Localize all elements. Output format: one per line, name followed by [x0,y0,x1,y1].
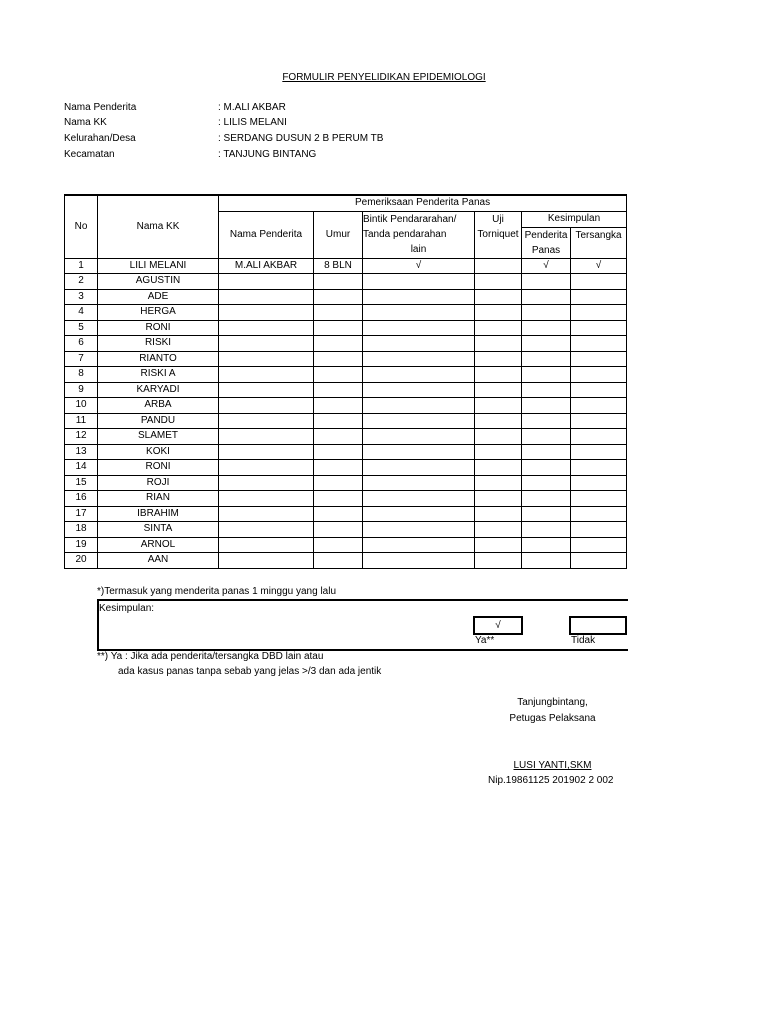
cell-bintik [363,444,475,460]
cell-no: 15 [65,475,98,491]
cell-tersangka [571,460,627,476]
cell-tersangka [571,367,627,383]
cell-bintik: √ [363,258,475,274]
cell-nama-kk: ROJI [98,475,219,491]
cell-nama-kk: SLAMET [98,429,219,445]
cell-nama-kk: RISKI A [98,367,219,383]
cell-umur [314,413,363,429]
table-row [65,274,627,290]
ya-label: Ya** [475,635,495,646]
cell-penderita-panas [522,460,571,476]
header-nama-penderita: Nama Penderita [219,211,314,258]
table-row [65,289,627,305]
cell-nama-kk: SINTA [98,522,219,538]
cell-nama-penderita [219,475,314,491]
table-row [65,336,627,352]
header-penderita-line: Panas [531,244,561,256]
signature-nip: Nip.19861125 201902 2 002 [488,775,614,786]
cell-bintik [363,398,475,414]
info-label: Nama Penderita [64,102,137,113]
cell-nama-penderita [219,537,314,553]
cell-bintik [363,274,475,290]
header-no: No [65,195,98,258]
cell-uji [475,553,522,569]
cell-tersangka [571,413,627,429]
cell-penderita-panas [522,553,571,569]
cell-uji [475,444,522,460]
cell-bintik [363,289,475,305]
cell-umur [314,553,363,569]
cell-nama-penderita [219,367,314,383]
cell-uji [475,491,522,507]
cell-penderita-panas [522,537,571,553]
cell-uji [475,289,522,305]
cell-bintik [363,475,475,491]
footnote-ya-line2: ada kasus panas tanpa sebab yang jelas >/3 dan ada jentik [118,666,382,677]
table-row [65,305,627,321]
cell-tersangka [571,351,627,367]
cell-umur [314,351,363,367]
cell-tersangka: √ [571,258,627,274]
cell-nama-penderita [219,444,314,460]
cell-no: 14 [65,460,98,476]
cell-nama-kk: RISKI [98,336,219,352]
header-bintik [363,211,475,258]
cell-uji [475,351,522,367]
cell-bintik [363,367,475,383]
tidak-checkbox[interactable] [569,616,627,635]
cell-penderita-panas [522,475,571,491]
cell-no: 19 [65,537,98,553]
cell-penderita-panas [522,336,571,352]
cell-bintik [363,491,475,507]
cell-bintik [363,320,475,336]
cell-tersangka [571,491,627,507]
cell-uji [475,258,522,274]
cell-umur [314,367,363,383]
cell-umur [314,475,363,491]
cell-nama-penderita [219,320,314,336]
cell-umur [314,537,363,553]
cell-no: 9 [65,382,98,398]
footnote-termasuk: *)Termasuk yang menderita panas 1 minggu yang lalu [97,586,337,597]
cell-bintik [363,506,475,522]
table-row [65,413,627,429]
cell-umur [314,429,363,445]
cell-penderita-panas [522,444,571,460]
cell-tersangka [571,289,627,305]
cell-penderita-panas [522,367,571,383]
cell-bintik [363,305,475,321]
cell-no: 11 [65,413,98,429]
cell-nama-kk: LILI MELANI [98,258,219,274]
info-value: : TANJUNG BINTANG [218,149,317,160]
cell-penderita-panas [522,506,571,522]
cell-penderita-panas [522,429,571,445]
cell-uji [475,367,522,383]
info-value: : LILIS MELANI [218,117,287,128]
ya-checkbox[interactable]: √ [473,616,523,635]
cell-umur [314,336,363,352]
cell-uji [475,305,522,321]
cell-umur [314,460,363,476]
header-bintik-line: Tanda pendarahan [363,229,447,240]
table-row [65,444,627,460]
signature-place: Tanjungbintang, [517,697,588,708]
cell-nama-kk: ADE [98,289,219,305]
cell-no: 17 [65,506,98,522]
cell-nama-kk: RONI [98,320,219,336]
cell-umur [314,491,363,507]
cell-nama-kk: PANDU [98,413,219,429]
cell-no: 20 [65,553,98,569]
info-label: Nama KK [64,117,107,128]
header-uji-line: Torniquet [477,228,519,240]
cell-no: 18 [65,522,98,538]
header-penderita-panas [522,227,571,258]
info-label: Kelurahan/Desa [64,133,136,144]
cell-bintik [363,553,475,569]
signature-name: LUSI YANTI,SKM [513,760,592,771]
cell-uji [475,398,522,414]
cell-penderita-panas [522,382,571,398]
cell-nama-penderita [219,305,314,321]
table-row [65,553,627,569]
cell-bintik [363,460,475,476]
cell-penderita-panas [522,274,571,290]
header-pemeriksaan: Pemeriksaan Penderita Panas [219,195,627,211]
cell-tersangka [571,429,627,445]
cell-no: 12 [65,429,98,445]
cell-bintik [363,413,475,429]
footnote-ya-line1: **) Ya : Jika ada penderita/tersangka DBD lain atau [97,651,324,662]
cell-no: 1 [65,258,98,274]
cell-nama-penderita [219,506,314,522]
cell-nama-penderita [219,398,314,414]
cell-tersangka [571,305,627,321]
cell-nama-kk: HERGA [98,305,219,321]
investigation-table [64,194,627,569]
form-title: FORMULIR PENYELIDIKAN EPIDEMIOLOGI [282,72,486,83]
cell-tersangka [571,475,627,491]
table-row [65,506,627,522]
cell-nama-kk: KOKI [98,444,219,460]
cell-uji [475,382,522,398]
cell-nama-kk: RONI [98,460,219,476]
cell-umur [314,274,363,290]
cell-no: 3 [65,289,98,305]
kesimpulan-box [97,599,628,651]
cell-no: 5 [65,320,98,336]
cell-umur [314,305,363,321]
cell-uji [475,537,522,553]
table-row [65,351,627,367]
cell-tersangka [571,553,627,569]
cell-penderita-panas [522,320,571,336]
cell-umur [314,382,363,398]
cell-tersangka [571,382,627,398]
cell-nama-kk: ARBA [98,398,219,414]
cell-umur [314,444,363,460]
table-row [65,258,627,274]
signature-role: Petugas Pelaksana [509,713,596,724]
cell-nama-penderita [219,522,314,538]
cell-tersangka [571,336,627,352]
info-value: : SERDANG DUSUN 2 B PERUM TB [218,133,384,144]
cell-tersangka [571,522,627,538]
cell-no: 13 [65,444,98,460]
cell-penderita-panas [522,305,571,321]
cell-penderita-panas [522,522,571,538]
header-tersangka: Tersangka [571,227,627,258]
cell-nama-kk: RIAN [98,491,219,507]
cell-umur [314,398,363,414]
table-row [65,460,627,476]
tidak-label: Tidak [571,635,596,646]
table-row [65,537,627,553]
cell-bintik [363,537,475,553]
cell-bintik [363,429,475,445]
cell-nama-kk: AGUSTIN [98,274,219,290]
cell-penderita-panas [522,398,571,414]
table-row [65,429,627,445]
table-row [65,491,627,507]
table-row [65,367,627,383]
cell-uji [475,320,522,336]
header-penderita-line: Penderita [524,229,568,241]
table-row [65,522,627,538]
kesimpulan-label: Kesimpulan: [99,603,155,614]
cell-bintik [363,522,475,538]
cell-nama-kk: AAN [98,553,219,569]
cell-umur [314,289,363,305]
cell-nama-penderita [219,336,314,352]
cell-nama-penderita [219,274,314,290]
cell-nama-penderita [219,429,314,445]
cell-penderita-panas: √ [522,258,571,274]
cell-uji [475,274,522,290]
cell-umur: 8 BLN [314,258,363,274]
cell-uji [475,506,522,522]
cell-nama-penderita [219,382,314,398]
cell-no: 6 [65,336,98,352]
cell-umur [314,506,363,522]
header-kesimpulan: Kesimpulan [522,211,627,227]
cell-nama-penderita [219,413,314,429]
header-bintik-line: Bintik Pendararahan/ [363,214,457,225]
cell-uji [475,413,522,429]
cell-nama-penderita [219,351,314,367]
cell-uji [475,475,522,491]
cell-penderita-panas [522,491,571,507]
cell-nama-kk: KARYADI [98,382,219,398]
cell-no: 4 [65,305,98,321]
cell-nama-penderita [219,460,314,476]
cell-tersangka [571,398,627,414]
cell-nama-penderita [219,553,314,569]
cell-bintik [363,351,475,367]
cell-umur [314,320,363,336]
cell-uji [475,460,522,476]
cell-tersangka [571,444,627,460]
cell-bintik [363,336,475,352]
cell-uji [475,522,522,538]
cell-uji [475,336,522,352]
table-row [65,475,627,491]
header-nama-kk: Nama KK [98,195,219,258]
info-value: : M.ALI AKBAR [218,102,286,113]
cell-no: 8 [65,367,98,383]
cell-nama-penderita: M.ALI AKBAR [219,258,314,274]
cell-no: 16 [65,491,98,507]
cell-penderita-panas [522,289,571,305]
cell-tersangka [571,537,627,553]
cell-no: 2 [65,274,98,290]
cell-penderita-panas [522,413,571,429]
cell-no: 10 [65,398,98,414]
table-row [65,398,627,414]
cell-nama-kk: ARNOL [98,537,219,553]
cell-nama-kk: RIANTO [98,351,219,367]
cell-umur [314,522,363,538]
header-uji-line: Uji [492,213,504,225]
cell-penderita-panas [522,351,571,367]
info-label: Kecamatan [64,149,115,160]
cell-nama-penderita [219,491,314,507]
table-row [65,320,627,336]
cell-nama-kk: IBRAHIM [98,506,219,522]
cell-uji [475,429,522,445]
cell-tersangka [571,320,627,336]
header-uji [475,211,522,258]
cell-bintik [363,382,475,398]
cell-no: 7 [65,351,98,367]
cell-tersangka [571,274,627,290]
header-bintik-line: lain [410,244,427,255]
cell-nama-penderita [219,289,314,305]
cell-tersangka [571,506,627,522]
table-row [65,382,627,398]
header-umur: Umur [314,211,363,258]
